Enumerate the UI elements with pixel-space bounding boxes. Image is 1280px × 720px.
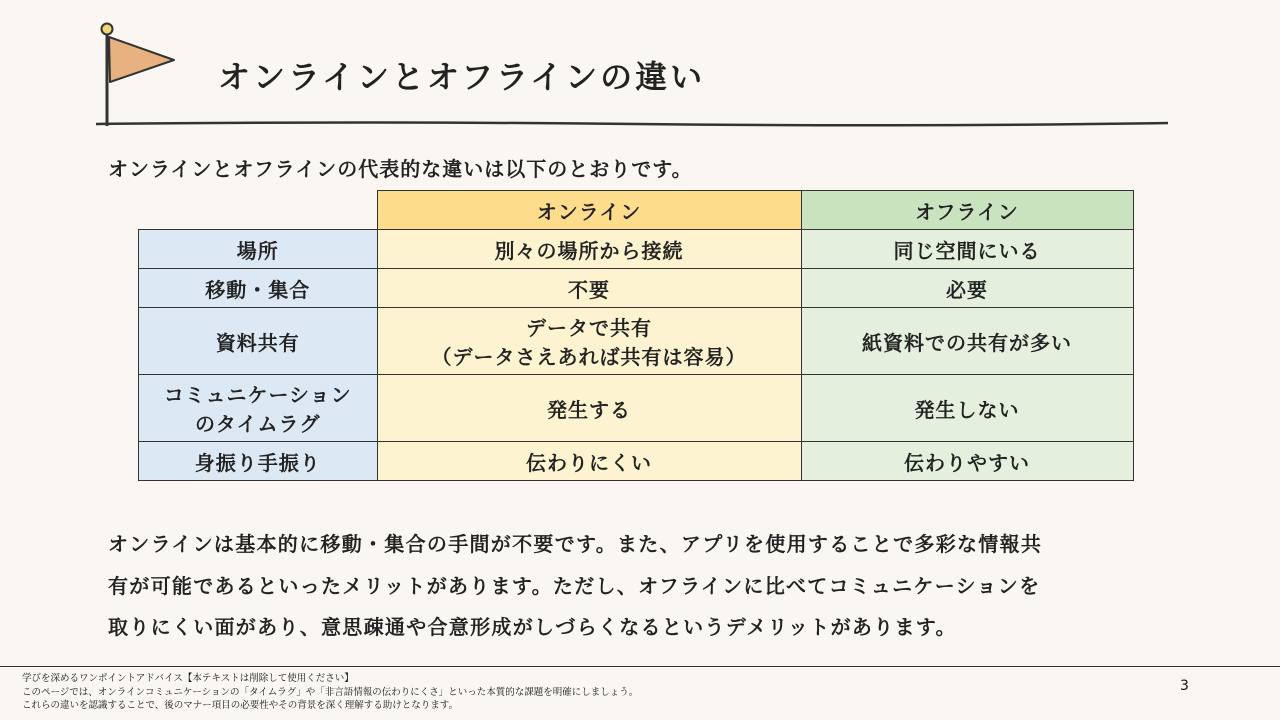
footer-note xyxy=(22,672,638,713)
header-offline: オフライン xyxy=(801,191,1133,230)
online-cell: 不要 xyxy=(377,269,801,308)
row-label: 移動・集合 xyxy=(139,269,378,308)
table-row xyxy=(139,230,1134,269)
body-paragraph xyxy=(108,524,1178,649)
row-label: 場所 xyxy=(139,230,378,269)
online-cell: 発生する xyxy=(377,375,801,442)
offline-cell: 必要 xyxy=(801,269,1133,308)
online-cell-line: （データさえあれば共有は容易） xyxy=(431,345,747,369)
offline-cell: 伝わりやすい xyxy=(801,442,1133,481)
page-number: 3 xyxy=(1180,678,1189,694)
footer-line: 学びを深めるワンポイントアドバイス【本テキストは削除して使用ください】 xyxy=(22,673,354,684)
offline-cell: 発生しない xyxy=(801,375,1133,442)
row-label-line: コミュニケーション xyxy=(163,383,352,407)
online-cell: 別々の場所から接続 xyxy=(377,230,801,269)
online-cell-line: データで共有 xyxy=(526,316,652,340)
offline-cell: 紙資料での共有が多い xyxy=(801,308,1133,375)
table-row xyxy=(139,308,1134,375)
body-line: オンラインは基本的に移動・集合の手間が不要です。また、アプリを使用することで多彩な情報共 xyxy=(108,532,1043,556)
row-label: 身振り手振り xyxy=(139,442,378,481)
table-corner-blank xyxy=(139,191,378,230)
body-line: 取りにくい面があり、意思疎通や合意形成がしづらくなるというデメリットがあります。 xyxy=(108,615,957,639)
row-label-line: のタイムラグ xyxy=(194,412,321,436)
online-cell: 伝わりにくい xyxy=(377,442,801,481)
page-title: オンラインとオフラインの違い xyxy=(218,58,706,96)
offline-cell: 同じ空間にいる xyxy=(801,230,1133,269)
footer-divider xyxy=(0,666,1280,667)
table-row xyxy=(139,442,1134,481)
comparison-table xyxy=(138,190,1134,481)
footer-line: これらの違いを認識することで、後のマナー項目の必要性やその背景を深く理解する助けとなります。 xyxy=(22,700,459,711)
pennant-flag-icon xyxy=(96,22,186,132)
table-row xyxy=(139,375,1134,442)
table-row xyxy=(139,269,1134,308)
body-line: 有が可能であるといったメリットがあります。ただし、オフラインに比べてコミュニケーションを xyxy=(108,573,1041,598)
footer-line: このページでは、オンラインコミュニケーションの「タイムラグ」や「非言語情報の伝わりにくさ」といった本質的な課題を明確にしましょう。 xyxy=(22,686,639,698)
row-label: 資料共有 xyxy=(139,308,378,375)
row-label xyxy=(139,375,378,442)
lead-text: オンラインとオフラインの代表的な違いは以下のとおりです。 xyxy=(108,157,693,181)
online-cell xyxy=(377,308,801,375)
header-online: オンライン xyxy=(377,191,801,230)
title-underline xyxy=(96,118,1168,130)
